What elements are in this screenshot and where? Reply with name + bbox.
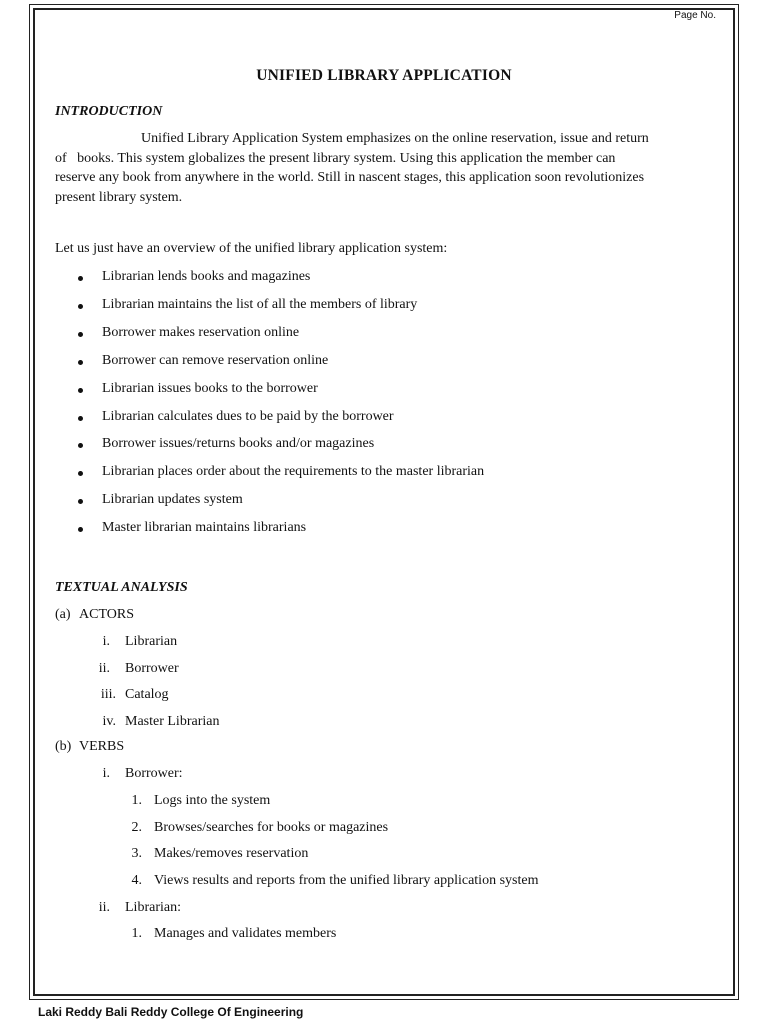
verbs-label: VERBS bbox=[79, 739, 125, 754]
bullet-dot-icon bbox=[78, 388, 83, 393]
document-title: UNIFIED LIBRARY APPLICATION bbox=[256, 67, 512, 84]
intro-line-1: Unified Library Application System emphasizes on the online reservation, issue and return bbox=[141, 131, 649, 146]
bullet-dot-icon bbox=[78, 416, 83, 421]
intro-line-3: reserve any book from anywhere in the world. Still in nascent stages, this application soon revolutionizes bbox=[55, 170, 645, 185]
intro-line-2: of books. This system globalizes the present library system. Using this application the member can bbox=[55, 150, 616, 166]
bullet-dot-icon bbox=[78, 304, 83, 309]
introduction-heading: INTRODUCTION bbox=[55, 104, 163, 119]
intro-line-4: present library system. bbox=[55, 189, 183, 205]
actors-label: ACTORS bbox=[79, 607, 134, 622]
footer-college-name: Laki Reddy Bali Reddy College Of Engineering bbox=[38, 1005, 304, 1019]
bullet-dot-icon bbox=[78, 527, 83, 532]
actors-marker: (a) bbox=[55, 607, 71, 622]
bullet-dot-icon bbox=[78, 332, 83, 337]
bullet-dot-icon bbox=[78, 276, 83, 281]
bullet-dot-icon bbox=[78, 443, 83, 448]
bullet-dot-icon bbox=[78, 471, 83, 476]
introduction-paragraph bbox=[55, 129, 715, 207]
verbs-marker: (b) bbox=[55, 739, 72, 754]
bullet-dot-icon bbox=[78, 360, 83, 365]
bullet-dot-icon bbox=[78, 499, 83, 504]
textual-analysis-heading: TEXTUAL ANALYSIS bbox=[55, 580, 188, 595]
page-number-label: Page No. bbox=[674, 10, 716, 21]
overview-sentence: Let us just have an overview of the unified library application system: bbox=[55, 241, 448, 256]
